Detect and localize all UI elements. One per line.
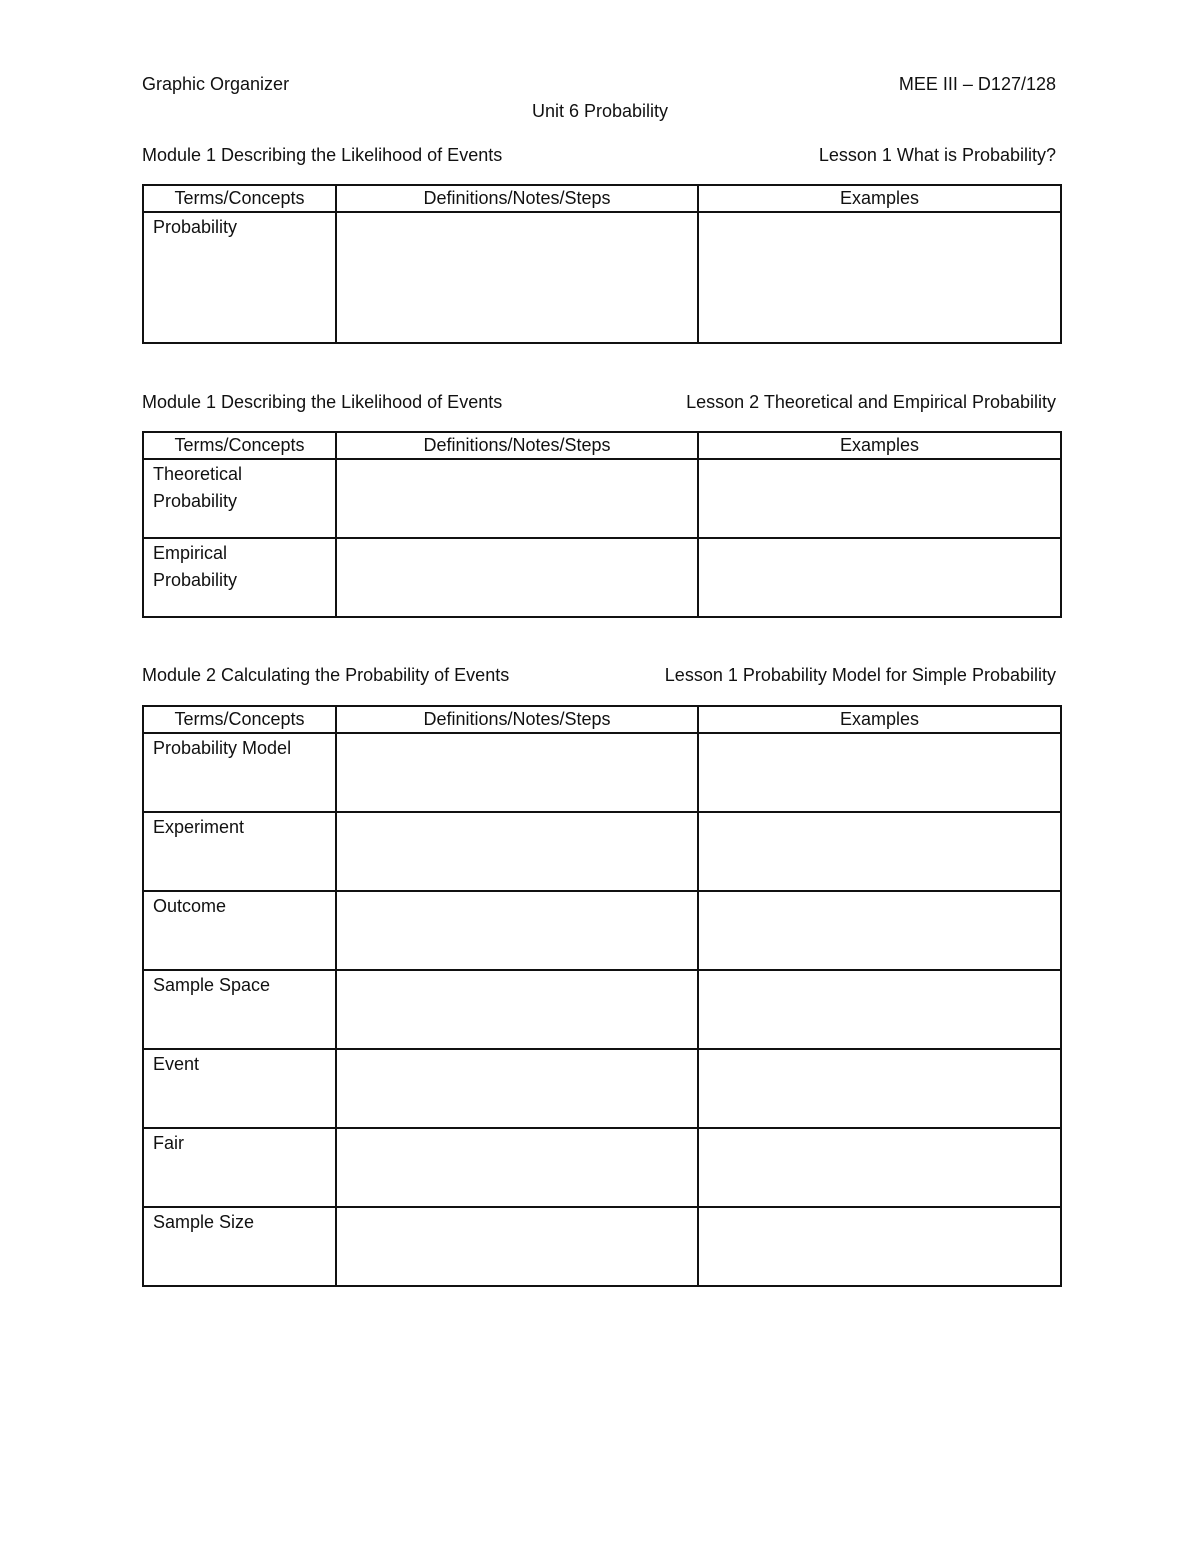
definition-cell[interactable] xyxy=(336,812,698,891)
col-header-examples: Examples xyxy=(698,432,1061,459)
definition-cell[interactable] xyxy=(336,459,698,538)
section-3-heading xyxy=(142,665,1056,686)
page-header xyxy=(142,74,1056,95)
term-cell: Experiment xyxy=(143,812,336,891)
col-header-examples: Examples xyxy=(698,706,1061,733)
definition-cell[interactable] xyxy=(336,538,698,617)
section-2-module: Module 1 Describing the Likelihood of Events xyxy=(142,392,503,412)
term-cell: Sample Size xyxy=(143,1207,336,1286)
definition-cell[interactable] xyxy=(336,1049,698,1128)
table-row xyxy=(143,1207,1061,1286)
definition-cell[interactable] xyxy=(336,1207,698,1286)
term-cell xyxy=(143,459,336,538)
col-header-definitions: Definitions/Notes/Steps xyxy=(336,706,698,733)
term-cell: Fair xyxy=(143,1128,336,1207)
term-cell: Event xyxy=(143,1049,336,1128)
col-header-definitions: Definitions/Notes/Steps xyxy=(336,432,698,459)
example-cell[interactable] xyxy=(698,538,1061,617)
term-label: Theoretical Probability xyxy=(153,464,243,511)
col-header-terms: Terms/Concepts xyxy=(143,706,336,733)
definition-cell[interactable] xyxy=(336,212,698,343)
table-row xyxy=(143,459,1061,538)
section-1-table xyxy=(142,184,1062,344)
definition-cell[interactable] xyxy=(336,970,698,1049)
example-cell[interactable] xyxy=(698,1207,1061,1286)
section-3-lesson: Lesson 1 Probability Model for Simple Probability xyxy=(664,665,1056,685)
table-row xyxy=(143,538,1061,617)
table-row xyxy=(143,1049,1061,1128)
table-row xyxy=(143,891,1061,970)
example-cell[interactable] xyxy=(698,891,1061,970)
col-header-terms: Terms/Concepts xyxy=(143,185,336,212)
example-cell[interactable] xyxy=(698,812,1061,891)
table-header-row xyxy=(143,706,1061,733)
term-cell: Probability Model xyxy=(143,733,336,812)
section-2-lesson: Lesson 2 Theoretical and Empirical Probability xyxy=(686,392,1056,412)
example-cell[interactable] xyxy=(698,1128,1061,1207)
section-2-heading xyxy=(142,392,1056,413)
term-label: Empirical Probability xyxy=(153,543,238,590)
section-1-module: Module 1 Describing the Likelihood of Events xyxy=(142,145,503,165)
definition-cell[interactable] xyxy=(336,733,698,812)
table-header-row xyxy=(143,185,1061,212)
example-cell[interactable] xyxy=(698,1049,1061,1128)
header-course-code: MEE III – D127/128 xyxy=(898,74,1056,94)
col-header-definitions: Definitions/Notes/Steps xyxy=(336,185,698,212)
section-1-heading xyxy=(142,145,1056,166)
example-cell[interactable] xyxy=(698,459,1061,538)
definition-cell[interactable] xyxy=(336,891,698,970)
col-header-terms: Terms/Concepts xyxy=(143,432,336,459)
section-2-table xyxy=(142,431,1062,618)
definition-cell[interactable] xyxy=(336,1128,698,1207)
table-row xyxy=(143,970,1061,1049)
table-row xyxy=(143,733,1061,812)
section-3-module: Module 2 Calculating the Probability of Events xyxy=(142,665,510,685)
table-row xyxy=(143,812,1061,891)
section-3-table xyxy=(142,705,1062,1287)
section-1-lesson: Lesson 1 What is Probability? xyxy=(818,145,1056,165)
table-row xyxy=(143,1128,1061,1207)
example-cell[interactable] xyxy=(698,733,1061,812)
term-cell xyxy=(143,538,336,617)
col-header-examples: Examples xyxy=(698,185,1061,212)
unit-title: Unit 6 Probability xyxy=(531,101,669,121)
term-cell: Sample Space xyxy=(143,970,336,1049)
term-cell: Probability xyxy=(143,212,336,343)
header-left-title: Graphic Organizer xyxy=(142,74,290,94)
term-cell: Outcome xyxy=(143,891,336,970)
table-header-row xyxy=(143,432,1061,459)
table-row xyxy=(143,212,1061,343)
example-cell[interactable] xyxy=(698,970,1061,1049)
example-cell[interactable] xyxy=(698,212,1061,343)
